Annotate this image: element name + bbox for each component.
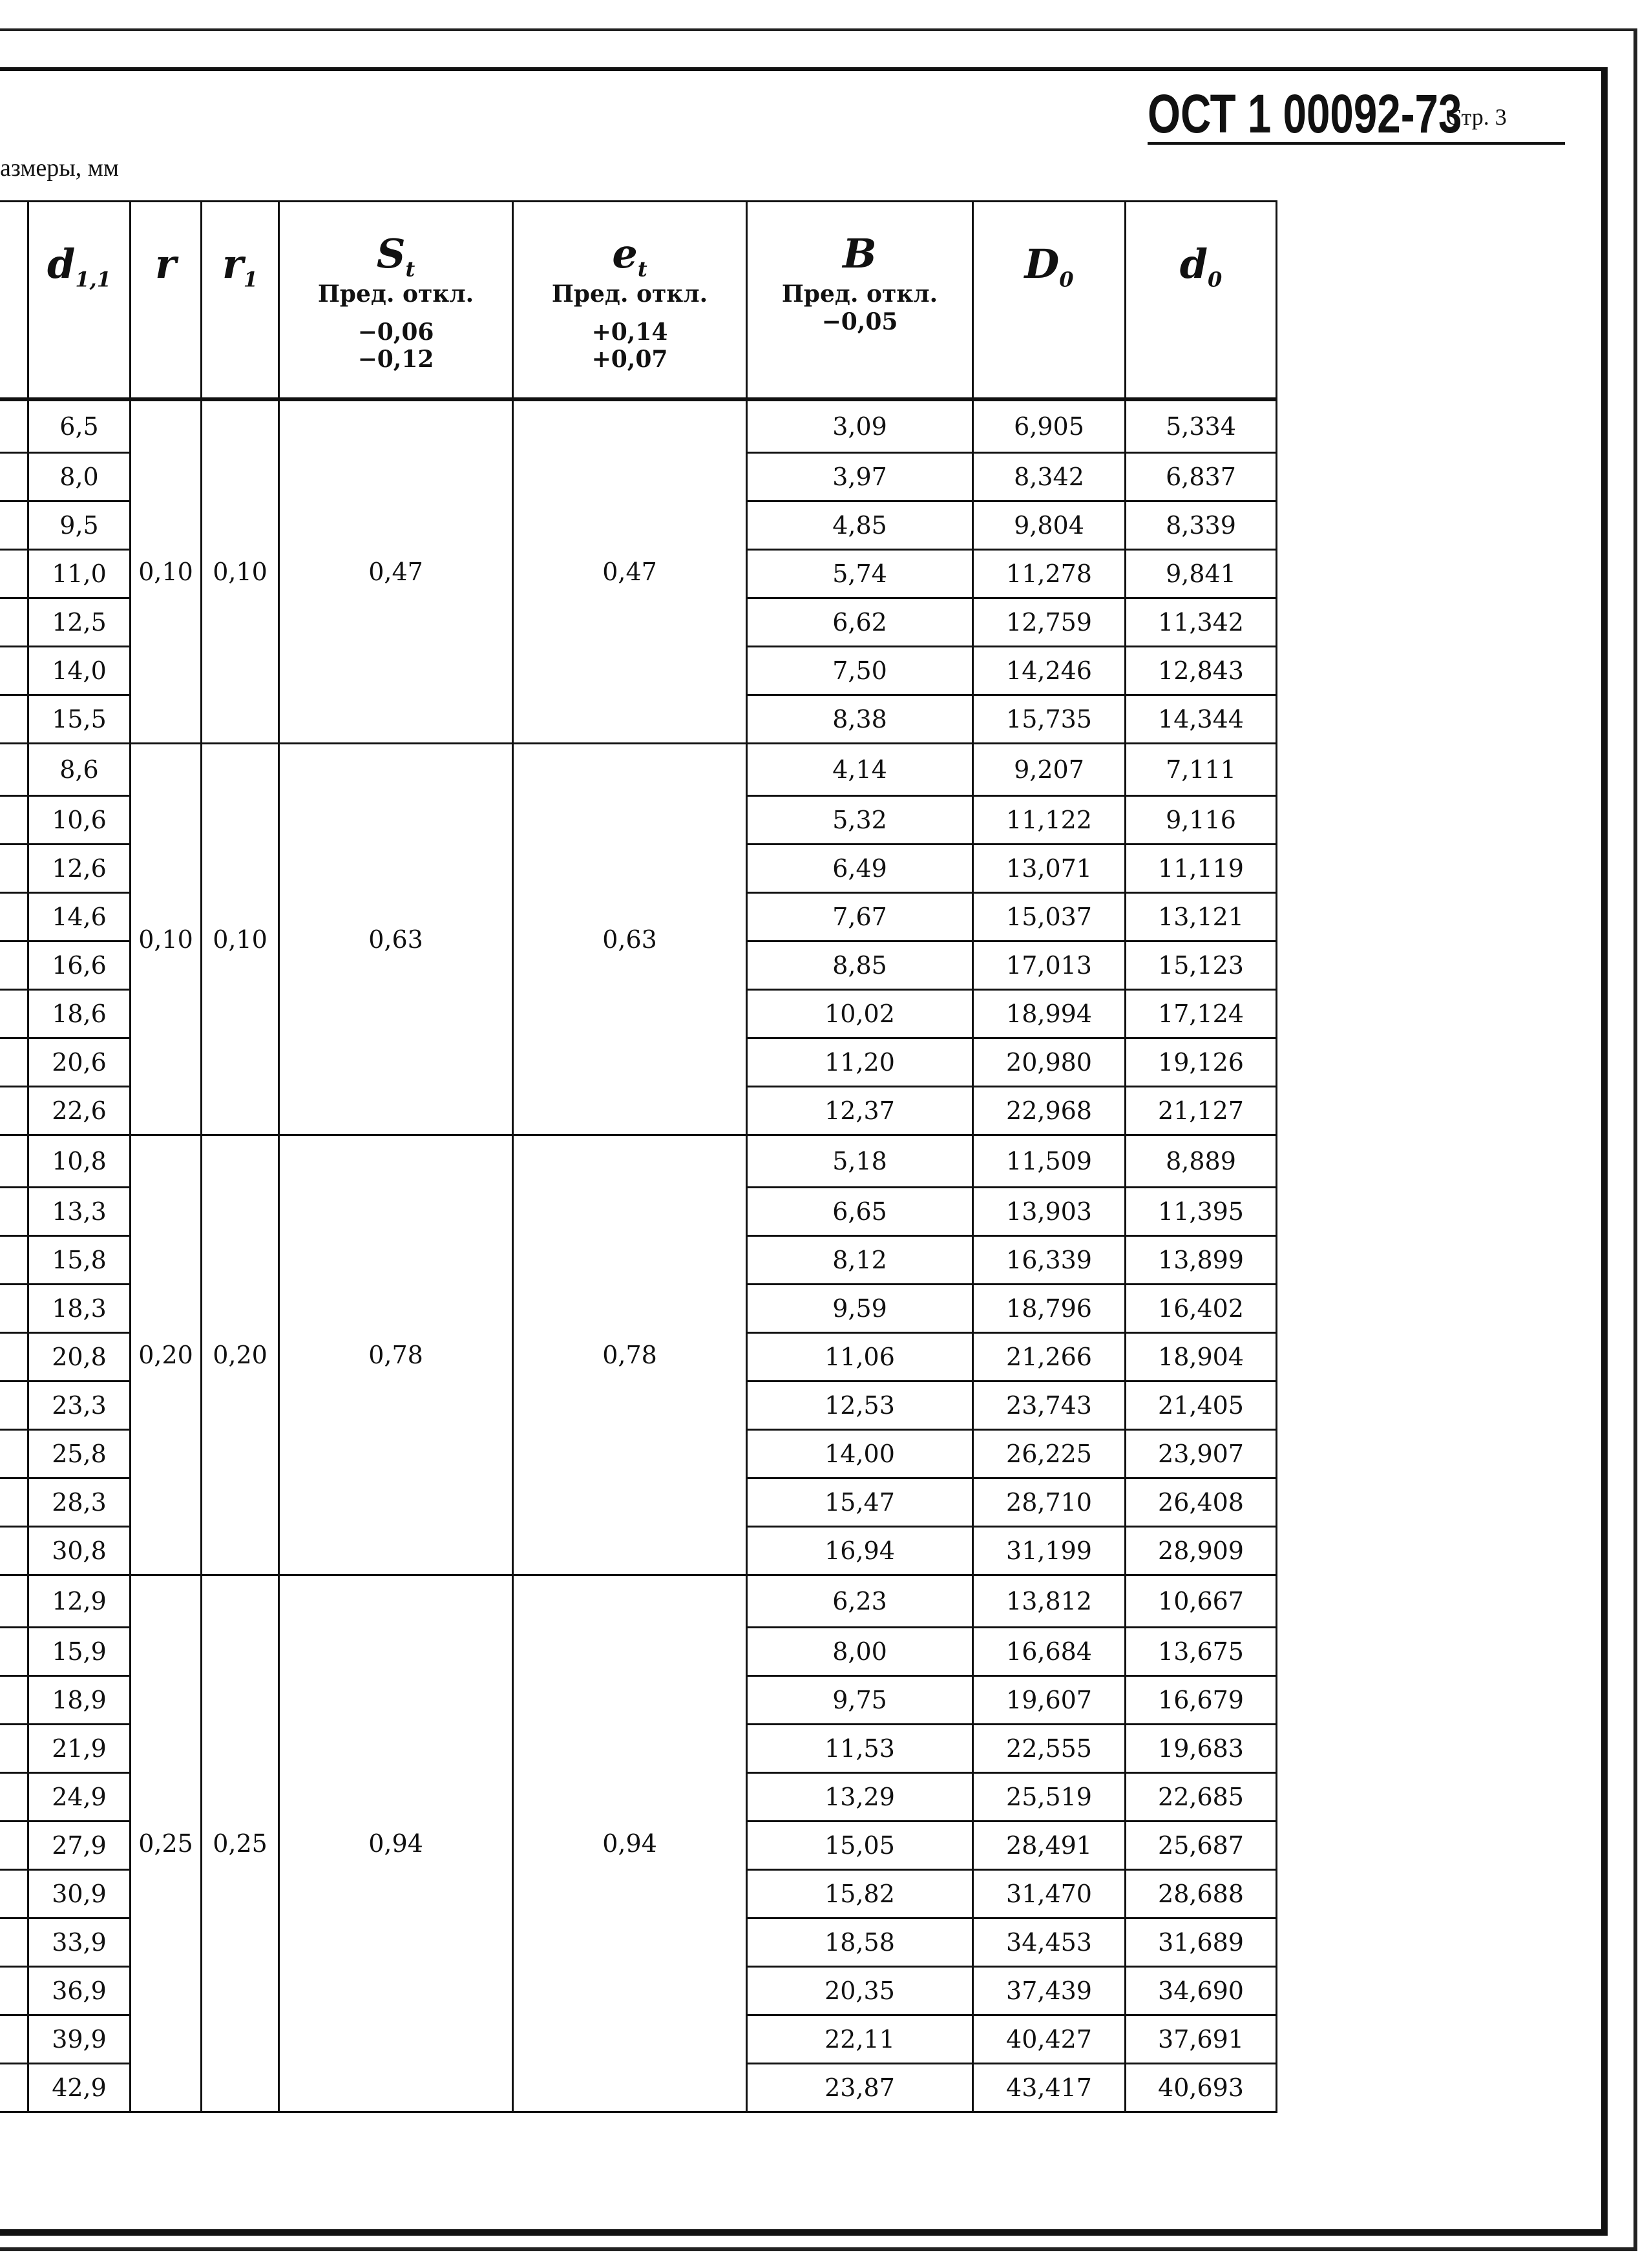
cut-cell xyxy=(0,744,28,796)
standard-code: ОСТ 1 00092-73 xyxy=(1148,83,1462,144)
table-row xyxy=(0,399,1277,453)
cell-d0: 28,909 xyxy=(1126,1527,1277,1575)
cell-D0: 31,199 xyxy=(973,1527,1126,1575)
cell-D0: 28,491 xyxy=(973,1822,1126,1870)
cell-D0: 18,796 xyxy=(973,1285,1126,1333)
cut-cell xyxy=(0,1918,28,1967)
cell-D0: 40,427 xyxy=(973,2015,1126,2064)
header-d0: $d_0$ xyxy=(1126,202,1277,400)
cell-d1-1: 28,3 xyxy=(28,1478,131,1527)
cell-d0: 11,395 xyxy=(1126,1188,1277,1236)
header-r1: $r_1$ xyxy=(202,202,279,400)
cut-cell xyxy=(0,1725,28,1773)
cell-b: 12,53 xyxy=(747,1381,973,1430)
cell-d0: 15,123 xyxy=(1126,941,1277,990)
cut-cell xyxy=(0,893,28,941)
table-body xyxy=(0,399,1277,2112)
cell-b: 15,05 xyxy=(747,1822,973,1870)
cell-d1-1: 27,9 xyxy=(28,1822,131,1870)
cell-d0: 5,334 xyxy=(1126,399,1277,453)
cell-b: 6,65 xyxy=(747,1188,973,1236)
cut-cell xyxy=(0,1430,28,1478)
table-header-row xyxy=(0,202,1277,400)
cut-cell xyxy=(0,2064,28,2112)
cell-r1: 0,10 xyxy=(202,744,279,1135)
cell-d1-1: 11,0 xyxy=(28,550,131,598)
cell-b: 8,85 xyxy=(747,941,973,990)
cell-d0: 37,691 xyxy=(1126,2015,1277,2064)
cut-cell xyxy=(0,695,28,744)
cell-D0: 21,266 xyxy=(973,1333,1126,1381)
dimensions-table xyxy=(0,200,1277,2113)
cut-cell xyxy=(0,598,28,647)
cell-D0: 11,509 xyxy=(973,1135,1126,1188)
cut-cell xyxy=(0,399,28,453)
cell-d0: 28,688 xyxy=(1126,1870,1277,1918)
cell-b: 15,82 xyxy=(747,1870,973,1918)
page-number: Стр. 3 xyxy=(1446,104,1507,130)
cell-b: 7,50 xyxy=(747,647,973,695)
cell-d1-1: 14,6 xyxy=(28,893,131,941)
cell-d0: 25,687 xyxy=(1126,1822,1277,1870)
cell-D0: 25,519 xyxy=(973,1773,1126,1822)
cell-d1-1: 18,9 xyxy=(28,1676,131,1725)
cell-d1-1: 20,6 xyxy=(28,1038,131,1087)
cell-r1: 0,20 xyxy=(202,1135,279,1575)
cell-D0: 17,013 xyxy=(973,941,1126,990)
cell-b: 8,38 xyxy=(747,695,973,744)
cell-d1-1: 20,8 xyxy=(28,1333,131,1381)
cell-D0: 11,278 xyxy=(973,550,1126,598)
cell-d1-1: 8,0 xyxy=(28,453,131,501)
cell-st: 0,78 xyxy=(279,1135,513,1575)
cut-cell xyxy=(0,796,28,845)
cell-b: 11,20 xyxy=(747,1038,973,1087)
cell-b: 22,11 xyxy=(747,2015,973,2064)
cell-r1: 0,10 xyxy=(202,399,279,744)
cut-cell xyxy=(0,1527,28,1575)
cell-d0: 9,841 xyxy=(1126,550,1277,598)
cell-D0: 12,759 xyxy=(973,598,1126,647)
cell-b: 5,32 xyxy=(747,796,973,845)
cell-b: 4,14 xyxy=(747,744,973,796)
cell-b: 8,12 xyxy=(747,1236,973,1285)
cell-et: 0,94 xyxy=(513,1575,747,2112)
cell-st: 0,94 xyxy=(279,1575,513,2112)
cut-cell xyxy=(0,453,28,501)
cell-b: 7,67 xyxy=(747,893,973,941)
cell-d0: 19,126 xyxy=(1126,1038,1277,1087)
cell-d0: 34,690 xyxy=(1126,1967,1277,2015)
cell-r: 0,10 xyxy=(131,399,202,744)
cell-D0: 43,417 xyxy=(973,2064,1126,2112)
cell-d0: 8,889 xyxy=(1126,1135,1277,1188)
cell-d0: 22,685 xyxy=(1126,1773,1277,1822)
cell-b: 4,85 xyxy=(747,501,973,550)
cut-cell xyxy=(0,1575,28,1628)
cell-D0: 16,339 xyxy=(973,1236,1126,1285)
cell-r: 0,10 xyxy=(131,744,202,1135)
cell-d0: 16,679 xyxy=(1126,1676,1277,1725)
cell-d1-1: 18,3 xyxy=(28,1285,131,1333)
cell-d0: 14,344 xyxy=(1126,695,1277,744)
units-caption: азмеры, мм xyxy=(0,154,119,182)
cell-d1-1: 6,5 xyxy=(28,399,131,453)
cell-d0: 26,408 xyxy=(1126,1478,1277,1527)
cell-d1-1: 10,8 xyxy=(28,1135,131,1188)
cut-cell xyxy=(0,941,28,990)
cell-d0: 17,124 xyxy=(1126,990,1277,1038)
cut-cell xyxy=(0,1188,28,1236)
cell-b: 9,75 xyxy=(747,1676,973,1725)
cell-b: 5,74 xyxy=(747,550,973,598)
cell-D0: 8,342 xyxy=(973,453,1126,501)
table-row xyxy=(0,1135,1277,1188)
cut-cell xyxy=(0,1773,28,1822)
header-D0: $D_0$ xyxy=(973,202,1126,400)
cut-cell xyxy=(0,1478,28,1527)
cell-d0: 40,693 xyxy=(1126,2064,1277,2112)
cell-d1-1: 15,8 xyxy=(28,1236,131,1285)
cut-cell xyxy=(0,1236,28,1285)
cell-D0: 16,684 xyxy=(973,1628,1126,1676)
cell-d1-1: 15,9 xyxy=(28,1628,131,1676)
cell-et: 0,78 xyxy=(513,1135,747,1575)
cell-b: 5,18 xyxy=(747,1135,973,1188)
cell-b: 6,23 xyxy=(747,1575,973,1628)
cell-d0: 9,116 xyxy=(1126,796,1277,845)
cell-b: 11,06 xyxy=(747,1333,973,1381)
cell-b: 3,97 xyxy=(747,453,973,501)
cell-D0: 15,037 xyxy=(973,893,1126,941)
cut-cell xyxy=(0,1087,28,1135)
cell-r1: 0,25 xyxy=(202,1575,279,2112)
cell-D0: 34,453 xyxy=(973,1918,1126,1967)
cell-d1-1: 21,9 xyxy=(28,1725,131,1773)
document-header xyxy=(1148,83,1565,145)
cell-d0: 13,675 xyxy=(1126,1628,1277,1676)
cell-d0: 23,907 xyxy=(1126,1430,1277,1478)
cell-D0: 14,246 xyxy=(973,647,1126,695)
cell-b: 8,00 xyxy=(747,1628,973,1676)
cell-D0: 37,439 xyxy=(973,1967,1126,2015)
cell-D0: 22,555 xyxy=(973,1725,1126,1773)
cut-cell xyxy=(0,1967,28,2015)
cut-cell xyxy=(0,1676,28,1725)
cell-d0: 11,119 xyxy=(1126,845,1277,893)
cut-cell xyxy=(0,2015,28,2064)
cell-d1-1: 36,9 xyxy=(28,1967,131,2015)
cell-d0: 16,402 xyxy=(1126,1285,1277,1333)
cell-b: 20,35 xyxy=(747,1967,973,2015)
cell-d1-1: 9,5 xyxy=(28,501,131,550)
cell-d0: 18,904 xyxy=(1126,1333,1277,1381)
cut-cell xyxy=(0,1381,28,1430)
cell-et: 0,47 xyxy=(513,399,747,744)
cell-r: 0,20 xyxy=(131,1135,202,1575)
cell-d0: 19,683 xyxy=(1126,1725,1277,1773)
cell-b: 9,59 xyxy=(747,1285,973,1333)
cell-d1-1: 30,8 xyxy=(28,1527,131,1575)
header-r: r xyxy=(131,202,202,400)
table-row xyxy=(0,1575,1277,1628)
cell-b: 11,53 xyxy=(747,1725,973,1773)
cut-cell xyxy=(0,550,28,598)
cell-D0: 23,743 xyxy=(973,1381,1126,1430)
cell-et: 0,63 xyxy=(513,744,747,1135)
cell-d1-1: 12,6 xyxy=(28,845,131,893)
cell-d1-1: 33,9 xyxy=(28,1918,131,1967)
cell-d1-1: 8,6 xyxy=(28,744,131,796)
cell-d1-1: 15,5 xyxy=(28,695,131,744)
cell-d0: 13,899 xyxy=(1126,1236,1277,1285)
cell-D0: 9,804 xyxy=(973,501,1126,550)
cell-d1-1: 13,3 xyxy=(28,1188,131,1236)
cell-d1-1: 12,5 xyxy=(28,598,131,647)
cell-r: 0,25 xyxy=(131,1575,202,2112)
cut-cell xyxy=(0,845,28,893)
cell-d1-1: 24,9 xyxy=(28,1773,131,1822)
cell-st: 0,63 xyxy=(279,744,513,1135)
cut-cell xyxy=(0,1038,28,1087)
cell-d1-1: 18,6 xyxy=(28,990,131,1038)
cell-D0: 26,225 xyxy=(973,1430,1126,1478)
cut-cell xyxy=(0,1135,28,1188)
cell-d1-1: 10,6 xyxy=(28,796,131,845)
cell-D0: 22,968 xyxy=(973,1087,1126,1135)
cell-d0: 6,837 xyxy=(1126,453,1277,501)
cell-st: 0,47 xyxy=(279,399,513,744)
cell-b: 18,58 xyxy=(747,1918,973,1967)
cell-d1-1: 23,3 xyxy=(28,1381,131,1430)
cell-b: 14,00 xyxy=(747,1430,973,1478)
header-et: $e_t$ Пред. откл. +0,14 +0,07 xyxy=(513,202,747,400)
cut-cell xyxy=(0,501,28,550)
cell-d1-1: 42,9 xyxy=(28,2064,131,2112)
cell-b: 3,09 xyxy=(747,399,973,453)
cell-b: 13,29 xyxy=(747,1773,973,1822)
cell-D0: 13,071 xyxy=(973,845,1126,893)
cell-d0: 7,111 xyxy=(1126,744,1277,796)
header-st: $S_t$ Пред. откл. −0,06 −0,12 xyxy=(279,202,513,400)
cell-d1-1: 22,6 xyxy=(28,1087,131,1135)
table-row xyxy=(0,744,1277,796)
cell-D0: 13,812 xyxy=(973,1575,1126,1628)
cut-cell xyxy=(0,1822,28,1870)
cut-cell xyxy=(0,1870,28,1918)
cut-cell xyxy=(0,990,28,1038)
header-cut-column xyxy=(0,202,28,400)
cell-b: 10,02 xyxy=(747,990,973,1038)
cell-D0: 15,735 xyxy=(973,695,1126,744)
cell-d0: 21,405 xyxy=(1126,1381,1277,1430)
cell-d0: 21,127 xyxy=(1126,1087,1277,1135)
cell-b: 6,62 xyxy=(747,598,973,647)
cell-D0: 18,994 xyxy=(973,990,1126,1038)
cell-d1-1: 30,9 xyxy=(28,1870,131,1918)
cut-cell xyxy=(0,1628,28,1676)
header-d1-1: $d_{1,1}$ xyxy=(28,202,131,400)
cell-D0: 13,903 xyxy=(973,1188,1126,1236)
cell-D0: 28,710 xyxy=(973,1478,1126,1527)
cell-D0: 6,905 xyxy=(973,399,1126,453)
cell-d0: 11,342 xyxy=(1126,598,1277,647)
cell-d0: 8,339 xyxy=(1126,501,1277,550)
cell-b: 16,94 xyxy=(747,1527,973,1575)
cell-d1-1: 12,9 xyxy=(28,1575,131,1628)
cell-d0: 12,843 xyxy=(1126,647,1277,695)
cell-D0: 20,980 xyxy=(973,1038,1126,1087)
cell-b: 15,47 xyxy=(747,1478,973,1527)
cell-b: 23,87 xyxy=(747,2064,973,2112)
cell-d1-1: 14,0 xyxy=(28,647,131,695)
cell-D0: 31,470 xyxy=(973,1870,1126,1918)
cut-cell xyxy=(0,647,28,695)
cell-D0: 19,607 xyxy=(973,1676,1126,1725)
cell-d1-1: 39,9 xyxy=(28,2015,131,2064)
cut-cell xyxy=(0,1285,28,1333)
cell-b: 6,49 xyxy=(747,845,973,893)
header-b: B Пред. откл. −0,05 xyxy=(747,202,973,400)
cell-d0: 10,667 xyxy=(1126,1575,1277,1628)
cell-b: 12,37 xyxy=(747,1087,973,1135)
cell-D0: 11,122 xyxy=(973,796,1126,845)
cut-cell xyxy=(0,1333,28,1381)
cell-d0: 13,121 xyxy=(1126,893,1277,941)
cell-d0: 31,689 xyxy=(1126,1918,1277,1967)
cell-d1-1: 25,8 xyxy=(28,1430,131,1478)
cell-d1-1: 16,6 xyxy=(28,941,131,990)
cell-D0: 9,207 xyxy=(973,744,1126,796)
